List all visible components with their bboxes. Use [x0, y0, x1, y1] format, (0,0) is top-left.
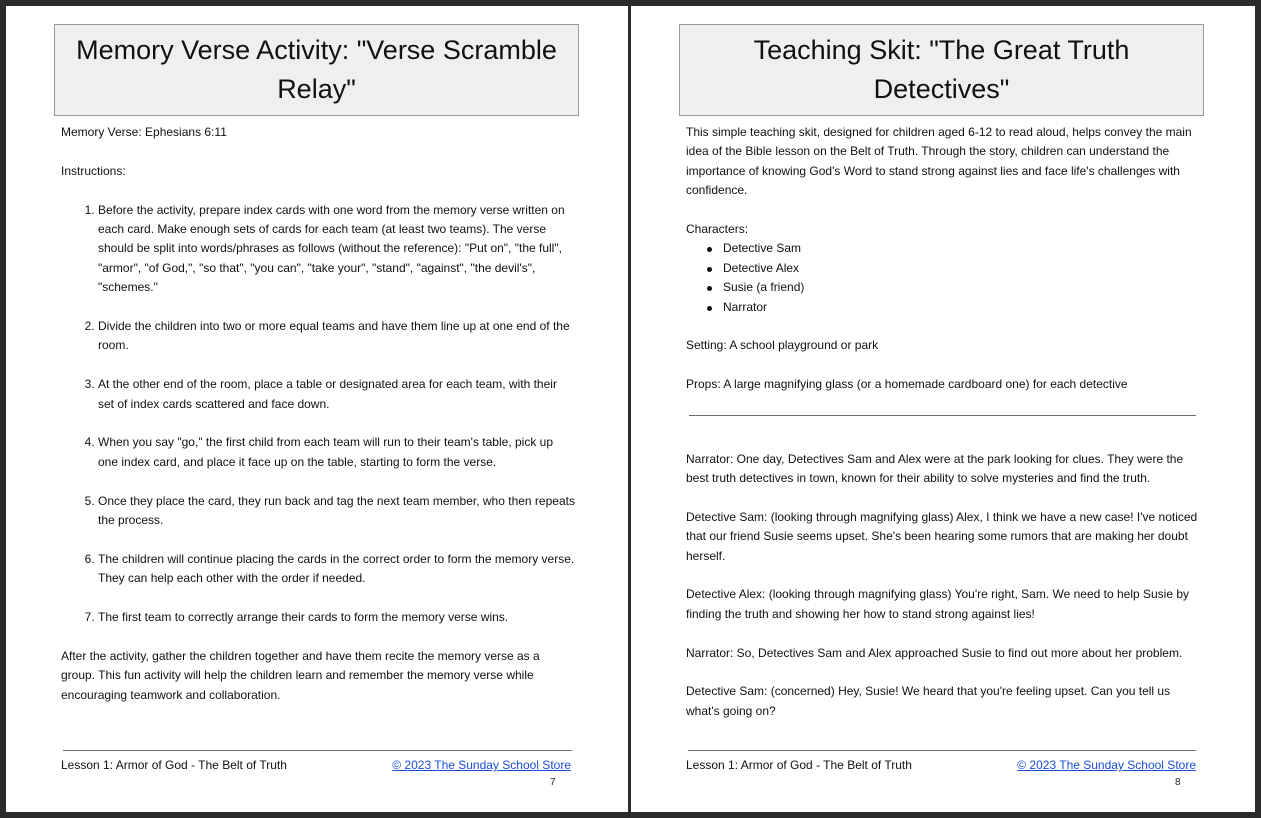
page-number: 8 — [1175, 777, 1181, 788]
intro-paragraph: This simple teaching skit, designed for children aged 6-12 to read aloud, helps convey the main idea of the Bible lesson on the Belt of Truth. Through the story, children can understand the importance of knowing God's Word to stand strong against lies and face life's challenges with confidence. — [686, 125, 1192, 198]
page-number: 7 — [550, 777, 556, 788]
page-left — [6, 6, 628, 812]
list-item: 7. The first team to correctly arrange their cards to form the memory verse wins. — [98, 608, 576, 627]
script-line: Detective Sam: (concerned) Hey, Susie! We heard that you're feeling upset. Can you tell us what's going on? — [686, 684, 1171, 718]
script-line: Narrator: So, Detectives Sam and Alex approached Susie to find out more about her problem. — [686, 645, 1183, 660]
page-right — [631, 6, 1255, 812]
list-item: 4. When you say "go," the first child from each team will run to their team's table, pick up one index card, and place it face up on the table, starting to form the verse. — [98, 433, 576, 472]
page-title: Memory Verse Activity: "Verse Scramble Relay" — [54, 24, 579, 116]
memory-verse: Memory Verse: Ephesians 6:11 — [61, 125, 227, 139]
script-line: Detective Alex: (looking through magnifying glass) You're right, Sam. We need to help Susie by finding the truth and showing her how to stand strong against lies! — [686, 587, 1190, 621]
list-item: 3. At the other end of the room, place a table or designated area for each team, with their set of index cards scattered and face down. — [98, 375, 576, 414]
characters-heading: Characters: — [686, 222, 749, 237]
footer-lesson-label: Lesson 1: Armor of God - The Belt of Truth — [61, 758, 287, 772]
footer-lesson-label: Lesson 1: Armor of God - The Belt of Truth — [686, 758, 912, 772]
script-line: Detective Sam: (looking through magnifying glass) Alex, I think we have a new case! I've noticed that our friend Susie seems upset. She's been hearing some rumors that are making her doubt herself. — [686, 509, 1198, 563]
page-title: Teaching Skit: "The Great Truth Detectives" — [679, 24, 1204, 116]
list-item: Detective Sam — [723, 239, 1206, 258]
list-item: Detective Alex — [723, 259, 1206, 278]
page-content — [686, 123, 1206, 721]
list-item: 5. Once they place the card, they run back and tag the next team member, who then repeats the process. — [98, 492, 576, 531]
section-divider — [689, 415, 1196, 416]
list-item: 6. The children will continue placing the cards in the correct order to form the memory verse. They can help each other with the order if needed. — [98, 550, 576, 589]
script-line: Narrator: One day, Detectives Sam and Alex were at the park looking for clues. They were the best truth detectives in town, known for their ability to solve mysteries and find the truth. — [686, 451, 1184, 486]
list-item: 2. Divide the children into two or more equal teams and have them line up at one end of the room. — [98, 317, 576, 356]
page-content — [61, 123, 576, 705]
closing-paragraph: After the activity, gather the children together and have them recite the memory verse as a group. This fun activity will help the children learn and remember the memory verse while encouraging teamwork and collaboration. — [61, 648, 540, 702]
instructions-heading: Instructions: — [61, 163, 126, 178]
list-item: Susie (a friend) — [723, 278, 1206, 297]
list-item: Narrator — [723, 298, 1206, 317]
footer-copyright-link[interactable]: © 2023 The Sunday School Store — [1017, 758, 1196, 772]
footer-divider — [688, 750, 1196, 751]
instructions-list — [61, 201, 576, 628]
footer-copyright-link[interactable]: © 2023 The Sunday School Store — [392, 758, 571, 772]
footer-divider — [63, 750, 572, 751]
characters-list — [686, 239, 1206, 317]
list-item: 1. Before the activity, prepare index cards with one word from the memory verse written on each card. Make enough sets of cards for each team (at least two teams). The verse should be split into words/phrases as follows (without the reference): "Put on", "the full", "armor", "of God,", "so that", "you can", "take your", "stand", "against", "the devil's", "schemes." — [98, 201, 576, 298]
setting-line: Setting: A school playground or park — [686, 338, 879, 353]
props-line: Props: A large magnifying glass (or a homemade cardboard one) for each detective — [686, 377, 1128, 392]
